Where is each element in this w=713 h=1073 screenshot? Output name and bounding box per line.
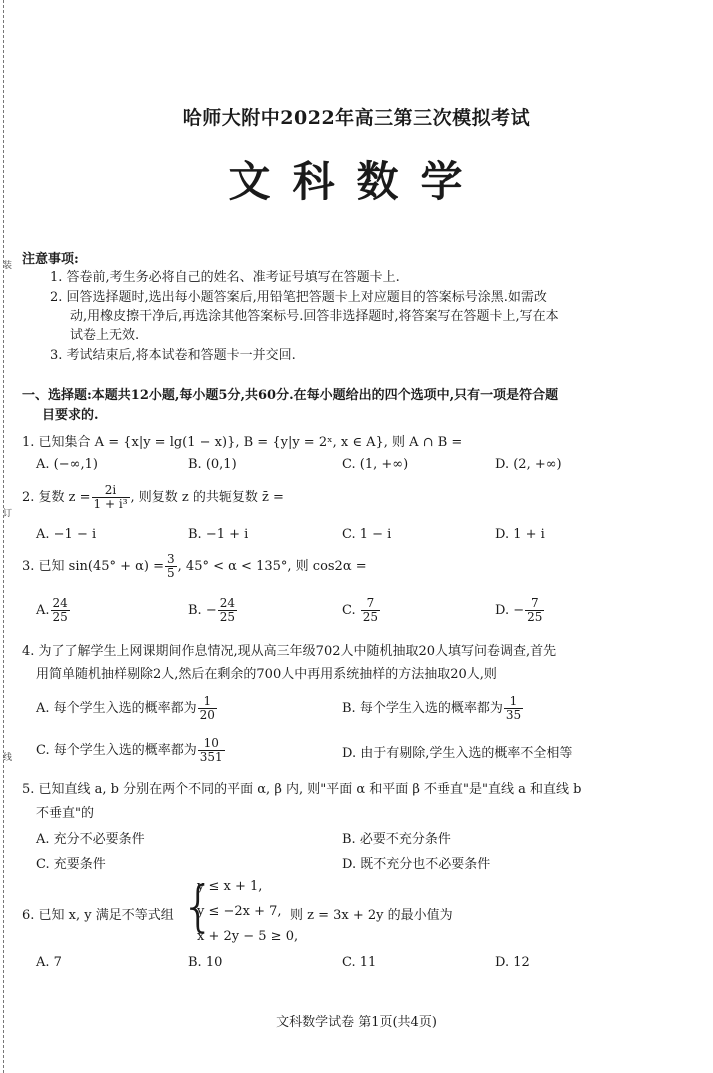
q4-option-d: D. 由于有剔除,学生入选的概率不全相等 xyxy=(342,746,573,761)
q3-option-d xyxy=(495,597,545,624)
q3-b-den: 25 xyxy=(219,610,236,624)
q3-d-den: 25 xyxy=(527,610,543,624)
q6-option-c: C. 11 xyxy=(342,955,377,970)
q3-option-a xyxy=(36,597,71,624)
q3-stem xyxy=(22,553,367,580)
q3-b-label: B. xyxy=(188,603,202,618)
q6-condition: y ≤ −2x + 7, xyxy=(197,904,282,919)
q4-a-num: 1 xyxy=(198,695,217,709)
q4-option-b xyxy=(342,695,524,722)
q6-suffix: 则 z = 3x + 2y 的最小值为 xyxy=(290,908,453,923)
q3-d-num: 7 xyxy=(525,597,544,611)
q2-frac-den: 1 + i³ xyxy=(93,497,128,511)
q3-fraction xyxy=(165,553,177,580)
note-item: 动,用橡皮擦干净后,再选涂其他答案标号.回答非选择题时,将答案写在答题卡上,写在本 xyxy=(70,309,559,324)
q3-a-label: A. xyxy=(36,603,50,618)
q3-c-frac xyxy=(361,597,380,624)
binding-char: 线 xyxy=(3,753,13,763)
q1-option-d: D. (2, +∞) xyxy=(495,457,562,472)
q4-c-den: 351 xyxy=(199,750,223,764)
q2-prefix: 2. 复数 z = xyxy=(22,490,91,505)
q4-a-den: 20 xyxy=(199,708,215,722)
q3-option-c xyxy=(342,597,381,624)
q3-a-num: 24 xyxy=(52,596,68,610)
q6-option-a: A. 7 xyxy=(36,955,62,970)
q3-d-label: D. xyxy=(495,603,510,618)
q6-option-b: B. 10 xyxy=(188,955,223,970)
q4-c-frac xyxy=(198,737,225,764)
q6-condition: x + 2y − 5 ≥ 0, xyxy=(197,929,299,944)
q5-stem-cont: 不垂直"的 xyxy=(36,806,94,821)
q3-c-label: C. xyxy=(342,603,356,618)
q4-a-text: A. 每个学生入选的概率都为 xyxy=(36,701,197,716)
q4-b-num: 1 xyxy=(504,695,523,709)
section-heading: 一、选择题:本题共12小题,每小题5分,共60分.在每小题给出的四个选项中,只有一项是符合题 xyxy=(22,388,559,403)
exam-title: 哈师大附中2022年高三第三次模拟考试 xyxy=(182,107,531,129)
binding-char: 装 xyxy=(3,261,13,271)
q2-option-c: C. 1 − i xyxy=(342,527,392,542)
q3-d-frac xyxy=(525,597,544,624)
q1-stem: 1. 已知集合 A = {x|y = lg(1 − x)}, B = {y|y = 2ˣ, x ∈ A}, 则 A ∩ B = xyxy=(22,435,463,450)
q5-option-b: B. 必要不充分条件 xyxy=(342,832,451,847)
q4-stem: 4. 为了了解学生上网课期间作息情况,现从高三年级702人中随机抽取20人填写问卷调查,首先 xyxy=(22,644,557,659)
q4-a-frac xyxy=(198,695,217,722)
q1-option-c: C. (1, +∞) xyxy=(342,457,409,472)
q3-frac-den: 5 xyxy=(167,566,175,580)
q4-option-a xyxy=(36,695,218,722)
q6-condition: y ≤ x + 1, xyxy=(197,879,263,894)
q3-b-num: 24 xyxy=(219,596,236,610)
q3-frac-num: 3 xyxy=(167,552,175,566)
q2-suffix: , 则复数 z 的共轭复数 z̄ = xyxy=(130,490,284,505)
q6-brace: { xyxy=(181,875,216,938)
q5-option-a: A. 充分不必要条件 xyxy=(36,832,145,847)
q1-option-a: A. (−∞,1) xyxy=(36,457,98,472)
q3-c-den: 25 xyxy=(362,610,379,624)
q2-stem xyxy=(22,484,284,511)
q4-stem-cont: 用简单随机抽样剔除2人,然后在剩余的700人中再用系统抽样的方法抽取20人,则 xyxy=(36,667,497,682)
q3-d-sign: − xyxy=(513,603,525,618)
q1-option-b: B. (0,1) xyxy=(188,457,237,472)
page-footer: 文科数学试卷 第1页(共4页) xyxy=(276,1015,437,1030)
section-heading-cont: 目要求的. xyxy=(42,408,99,423)
q3-b-sign: − xyxy=(205,603,217,618)
notes-heading: 注意事项: xyxy=(22,252,79,267)
q3-suffix: , 45° < α < 135°, 则 cos2α = xyxy=(177,559,367,574)
note-item: 2. 回答选择题时,选出每小题答案后,用铅笔把答题卡上对应题目的答案标号涂黑.如需改 xyxy=(50,290,547,305)
q4-option-c xyxy=(36,737,226,764)
q5-option-d: D. 既不充分也不必要条件 xyxy=(342,857,491,872)
q3-option-b xyxy=(188,597,238,624)
q2-option-a: A. −1 − i xyxy=(36,527,97,542)
q3-prefix: 3. 已知 sin(45° + α) = xyxy=(22,559,165,574)
note-item: 1. 答卷前,考生务必将自己的姓名、准考证号填写在答题卡上. xyxy=(50,270,400,285)
q3-a-den: 25 xyxy=(52,610,68,624)
q5-option-c: C. 充要条件 xyxy=(36,857,106,872)
subject-title: 文科数学 xyxy=(228,157,485,206)
q3-a-frac xyxy=(51,597,70,624)
q4-c-num: 10 xyxy=(198,737,225,751)
q4-b-text: B. 每个学生入选的概率都为 xyxy=(342,701,503,716)
q5-stem: 5. 已知直线 a, b 分别在两个不同的平面 α, β 内, 则"平面 α 和平面 β 不垂直"是"直线 a 和直线 b xyxy=(22,782,582,797)
note-item: 试卷上无效. xyxy=(70,328,140,343)
q2-fraction xyxy=(92,484,130,511)
q6-option-d: D. 12 xyxy=(495,955,530,970)
q4-b-frac xyxy=(504,695,523,722)
q2-frac-num: 2i xyxy=(92,484,130,498)
q2-option-d: D. 1 + i xyxy=(495,527,545,542)
q3-b-frac xyxy=(218,597,237,624)
q4-c-text: C. 每个学生入选的概率都为 xyxy=(36,743,197,758)
note-item: 3. 考试结束后,将本试卷和答题卡一并交回. xyxy=(50,348,296,363)
q3-c-num: 7 xyxy=(361,597,380,611)
binding-char: 订 xyxy=(3,509,13,519)
q2-option-b: B. −1 + i xyxy=(188,527,249,542)
q6-prefix: 6. 已知 x, y 满足不等式组 xyxy=(22,908,174,923)
q4-b-den: 35 xyxy=(505,708,522,722)
